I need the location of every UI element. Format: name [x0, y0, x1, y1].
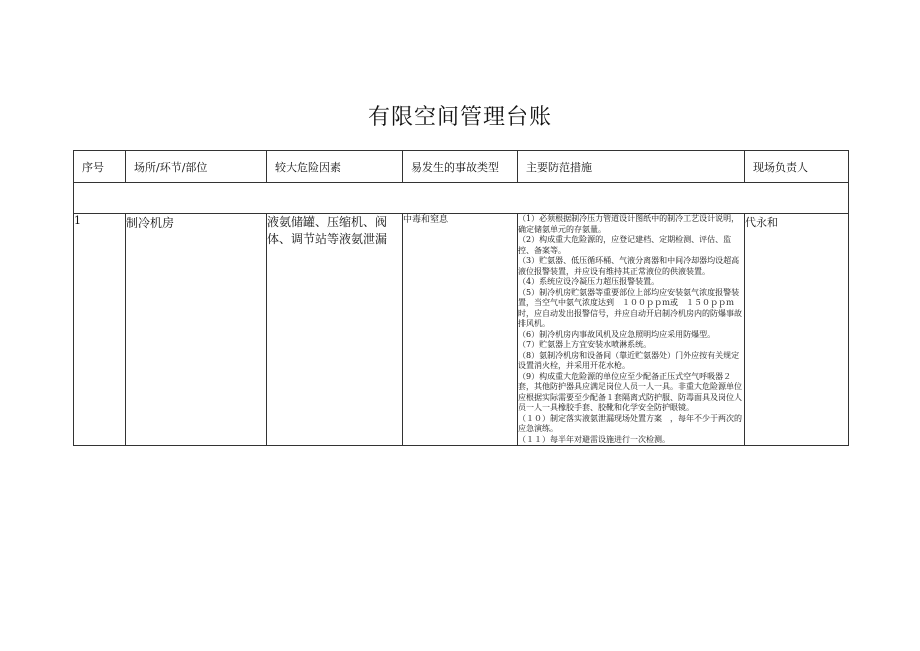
header-accident-type: 易发生的事故类型 — [403, 151, 518, 183]
blank-row — [74, 183, 849, 214]
measure-item: （2）构成重大危险源的，应登记建档、定期检测、评估、监控、备案等。 — [518, 235, 732, 255]
header-person: 现场负责人 — [745, 151, 849, 183]
blank-cell — [74, 183, 849, 214]
measure-item: （6）制冷机房内事故风机及应急照明均应采用防爆型。 — [518, 329, 716, 339]
measure-item: （１１）每半年对避雷设施进行一次检测。 — [518, 434, 670, 444]
ledger-table — [73, 150, 849, 446]
table-row — [74, 214, 849, 446]
page-title: 有限空间管理台账 — [367, 105, 552, 130]
measure-item: （3）贮氨器、低压循环桶、气液分离器和中间冷却器均设超高液位报警装置，并应设有维持其正常液位的供液装置。 — [518, 256, 740, 276]
row-measures — [518, 214, 745, 446]
measure-item: （5）制冷机房贮氨器等重要部位上部均应安装氨气浓度报警装置，当空气中氨气浓度达到 １００ｐｐｍ或 １５０ｐｐｍ时，应自动发出报警信号，并应自动开启制冷机房内的防爆事故排风机。 — [518, 287, 742, 328]
header-location: 场所/环节/部位 — [126, 151, 267, 183]
measure-item: （1）必须根据制冷压力管道设计图纸中的制冷工艺设计说明，确定储氨单元的存氨量。 — [518, 214, 740, 234]
header-index: 序号 — [74, 151, 126, 183]
row-location: 制冷机房 — [126, 214, 267, 446]
header-risk: 较大危险因素 — [267, 151, 403, 183]
header-row — [74, 151, 849, 183]
measure-item: （7）贮氨器上方宜安装水喷淋系统。 — [518, 340, 652, 349]
measure-item: （9）构成重大危险源的单位应至少配备正压式空气呼吸器２套，其他防护器具应满足岗位人员一人一具。非重大危险源单位应根据实际需要至少配备１套隔离式防护服、防毒面具及岗位人员一人一具橡胶手套、胶靴和化学安全防护眼镜。 — [518, 371, 742, 412]
header-measures: 主要防范措施 — [518, 151, 745, 183]
row-person: 代永和 — [745, 214, 849, 446]
measure-item: （１０）制定落实液氨泄漏现场处置方案 ，每年不少于两次的应急演练。 — [518, 413, 742, 433]
row-index: 1 — [74, 214, 126, 446]
row-accident-type: 中毒和窒息 — [403, 214, 518, 446]
measure-item: （8）氨制冷机房和设备间（靠近贮氨器处）门外应按有关规定设置消火栓，并采用开花水枪。 — [518, 350, 740, 370]
measure-item: （4）系统应设冷凝压力超压报警装置。 — [518, 277, 660, 286]
row-risk: 液氨储罐、压缩机、阀体、调节站等液氨泄漏 — [267, 214, 403, 446]
